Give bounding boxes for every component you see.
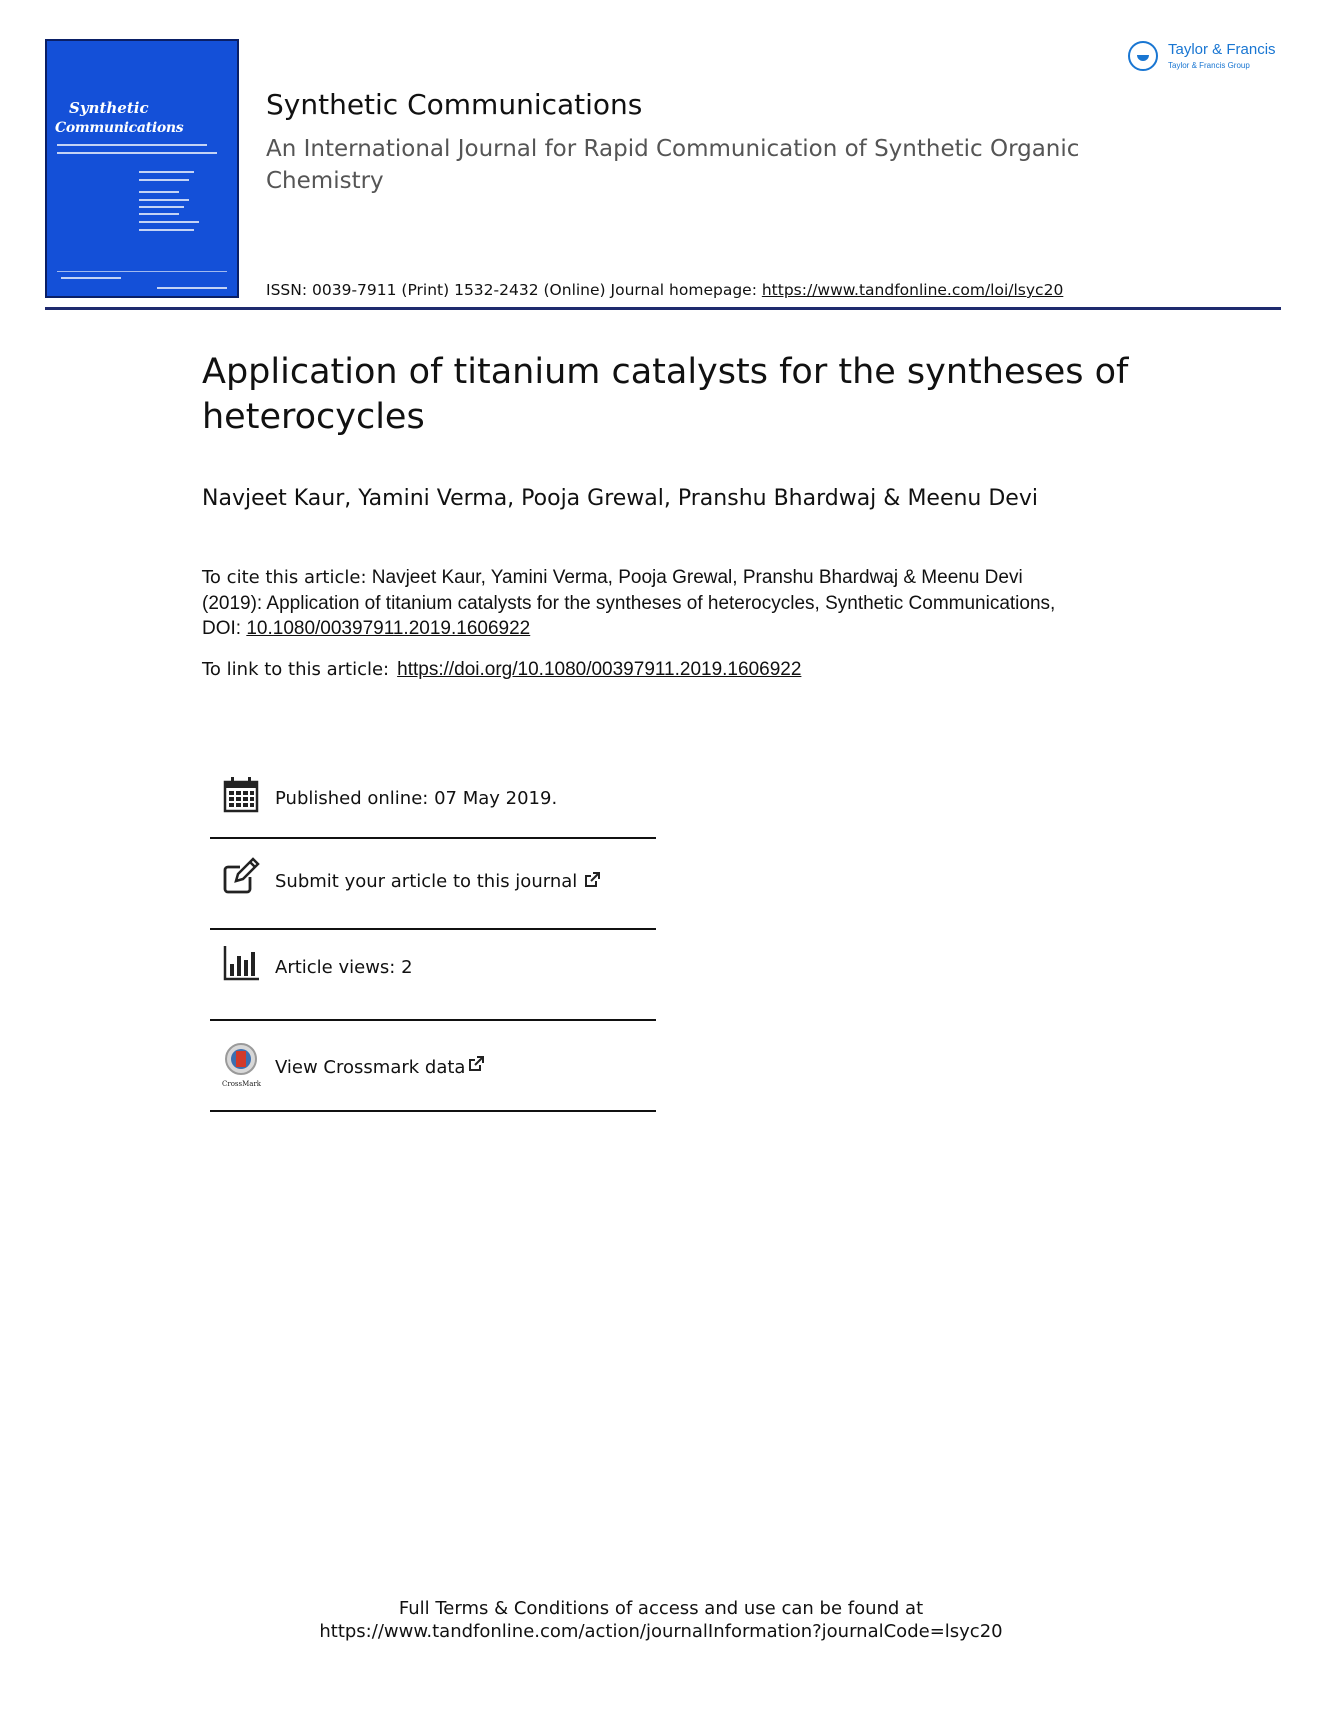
cover-title-line1: Synthetic xyxy=(69,99,149,117)
calendar-icon xyxy=(222,776,260,814)
article-views-text: Article views: 2 xyxy=(275,957,413,978)
article-authors: Navjeet Kaur, Yamini Verma, Pooja Grewal, Pranshu Bhardwaj & Meenu Devi xyxy=(202,486,1038,511)
external-link-icon xyxy=(467,1055,485,1073)
cover-divider xyxy=(57,271,227,272)
edit-icon xyxy=(222,857,260,895)
publisher-group: Taylor & Francis Group xyxy=(1168,61,1250,70)
journal-cover-image xyxy=(45,39,239,298)
article-url-link[interactable]: https://doi.org/10.1080/00397911.2019.1606922 xyxy=(397,659,802,680)
taylor-francis-logo[interactable] xyxy=(1128,38,1288,78)
external-link-icon xyxy=(583,871,601,889)
journal-title: Synthetic Communications xyxy=(266,88,643,121)
article-views-item xyxy=(210,930,656,1021)
cover-title-line2: Communications xyxy=(55,120,184,136)
footer-terms-text: Full Terms & Conditions of access and use can be found at xyxy=(398,1598,924,1619)
crossmark-caption: CrossMark xyxy=(222,1080,262,1088)
article-title: Application of titanium catalysts for the syntheses of heterocycles xyxy=(202,352,1129,437)
citation-text: Navjeet Kaur, Yamini Verma, Pooja Grewal, Pranshu Bhardwaj & Meenu Devi (2019): Application of titanium catalysts for the syntheses of heterocycles, Synthetic Communications, DOI: xyxy=(202,567,1056,639)
crossmark-text: View Crossmark data xyxy=(275,1057,466,1078)
article-link-label: To link to this article: xyxy=(202,659,390,680)
citation-label: To cite this article: xyxy=(202,567,367,588)
submit-article-item[interactable] xyxy=(210,839,656,930)
journal-homepage-link[interactable]: https://www.tandfonline.com/loi/lsyc20 xyxy=(761,281,1064,299)
crossmark-item[interactable] xyxy=(210,1021,656,1112)
issn-text: ISSN: 0039-7911 (Print) 1532-2432 (Online) Journal homepage: xyxy=(266,281,762,299)
doi-link[interactable]: 10.1080/00397911.2019.1606922 xyxy=(246,618,531,639)
publisher-name: Taylor & Francis xyxy=(1168,41,1276,58)
published-online-text: Published online: 07 May 2019. xyxy=(275,788,558,809)
crossmark-icon xyxy=(222,1043,260,1081)
footer-terms-url[interactable]: https://www.tandfonline.com/action/journalInformation?journalCode=lsyc20 xyxy=(319,1621,1003,1642)
publisher-emblem-icon xyxy=(1128,41,1158,71)
submit-article-link[interactable] xyxy=(275,871,601,892)
bar-chart-icon xyxy=(222,944,260,982)
published-online-item xyxy=(210,748,656,839)
journal-subtitle: An International Journal for Rapid Communication of Synthetic Organic Chemistry xyxy=(266,136,1080,194)
footer xyxy=(0,1597,1322,1643)
citation-block xyxy=(202,565,1082,642)
header-divider xyxy=(45,307,1281,310)
crossmark-link[interactable] xyxy=(275,1055,485,1078)
submit-article-text: Submit your article to this journal xyxy=(275,871,578,892)
issn-line xyxy=(266,281,1063,299)
article-link-block xyxy=(202,657,801,683)
